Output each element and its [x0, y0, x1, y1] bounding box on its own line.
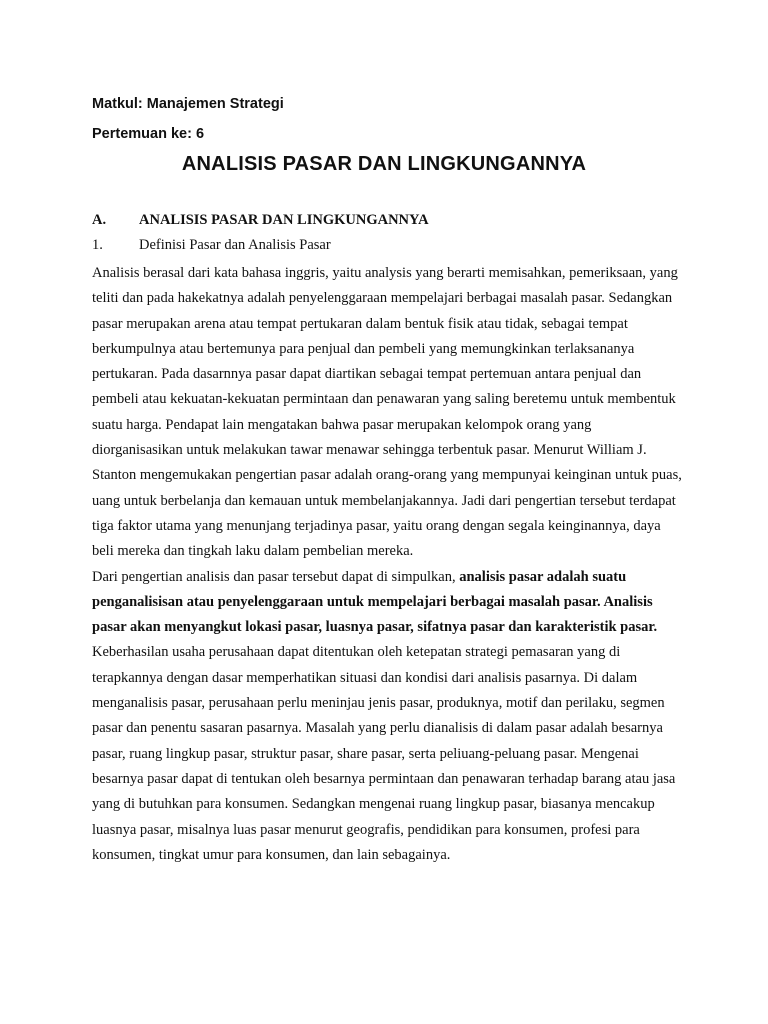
paragraph-conclusion	[92, 565, 682, 641]
subsection-1-number: 1.	[92, 237, 103, 253]
body-text	[92, 261, 682, 868]
section-a-label: ANALISIS PASAR DAN LINGKUNGANNYA	[139, 212, 429, 228]
paragraph-success-factors: Keberhasilan usaha perusahaan dapat ditentukan oleh ketepatan strategi pemasaran yang di terapkannya dengan dasar memperhatikan situasi dan kondisi dari analisis pasarnya. Di dalam menganalisis pasar, perusahaan perlu meninjau jenis pasar, produknya, motif dan perilaku, segmen pasar dan penentu sasaran pasarnya. Masalah yang perlu dianalisis di dalam pasar adalah besarnya pasar, ruang lingkup pasar, struktur pasar, share pasar, serta peliuang-peluang pasar. Mengenai besarnya pasar dapat di tentukan oleh besarnya permintaan dan penawaran terhadap barang atau jasa yang di butuhkan para konsumen. Sedangkan mengenai ruang lingkup pasar, biasanya mencakup luasnya pasar, misalnya luas pasar menurut geografis, pendidikan para konsumen, profesi para konsumen, tingkat umur para konsumen, dan lain sebagainya.	[92, 644, 676, 863]
conclusion-bold: analisis pasar adalah suatu penganalisisan atau penyelenggaraan untuk mempelajari berbagai masalah pasar. Analisis pasar akan menyangkut lokasi pasar, luasnya pasar, sifatnya pasar dan karakteristik pasar.	[92, 568, 658, 636]
document-title: ANALISIS PASAR DAN LINGKUNGANNYA	[181, 153, 587, 175]
conclusion-intro: Dari pengertian analisis dan pasar tersebut dapat di simpulkan,	[92, 568, 460, 585]
paragraph-definition: Analisis berasal dari kata bahasa inggris, yaitu analysis yang berarti memisahkan, pemeriksaan, yang teliti dan pada hakekatnya adalah penyelenggaraan mempelajari berbagai masalah pasar. Sedangkan pasar merupakan arena atau tempat pertukaran dalam bentuk fisik atau tidak, sebagai tempat berkumpulnya atau bertemunya para penjual dan pembeli yang memungkinkan terlaksananya pertukaran. Pada dasarnnya pasar dapat diartikan sebagai tempat pertemuan antara penjual dan pembeli atau kekuatan-kekuatan permintaan dan penawaran yang saling beretemu untuk membentuk suatu harga. Pendapat lain mengatakan bahwa pasar merupakan kelompok orang yang diorganisasikan untuk melakukan tawar menawar sehingga terbentuk pasar. Menurut William J. Stanton mengemukakan pengertian pasar adalah orang-orang yang mempunyai keinginan untuk puas, uang untuk berbelanja dan kemauan untuk membelanjakannya. Jadi dari pengertian tersebut terdapat tiga faktor utama yang menunjang terjadinya pasar, yaitu orang dengan segala keinginannya, daya beli mereka dan tingkah laku dalam pembelian mereka.	[92, 265, 682, 560]
subsection-1-label: Definisi Pasar dan Analisis Pasar	[139, 237, 331, 253]
course-label: Matkul: Manajemen Strategi	[92, 96, 284, 112]
section-a-number: A.	[92, 212, 107, 228]
subsection-1-heading	[92, 236, 331, 254]
meeting-label: Pertemuan ke: 6	[92, 126, 205, 142]
section-a-heading	[92, 211, 429, 229]
